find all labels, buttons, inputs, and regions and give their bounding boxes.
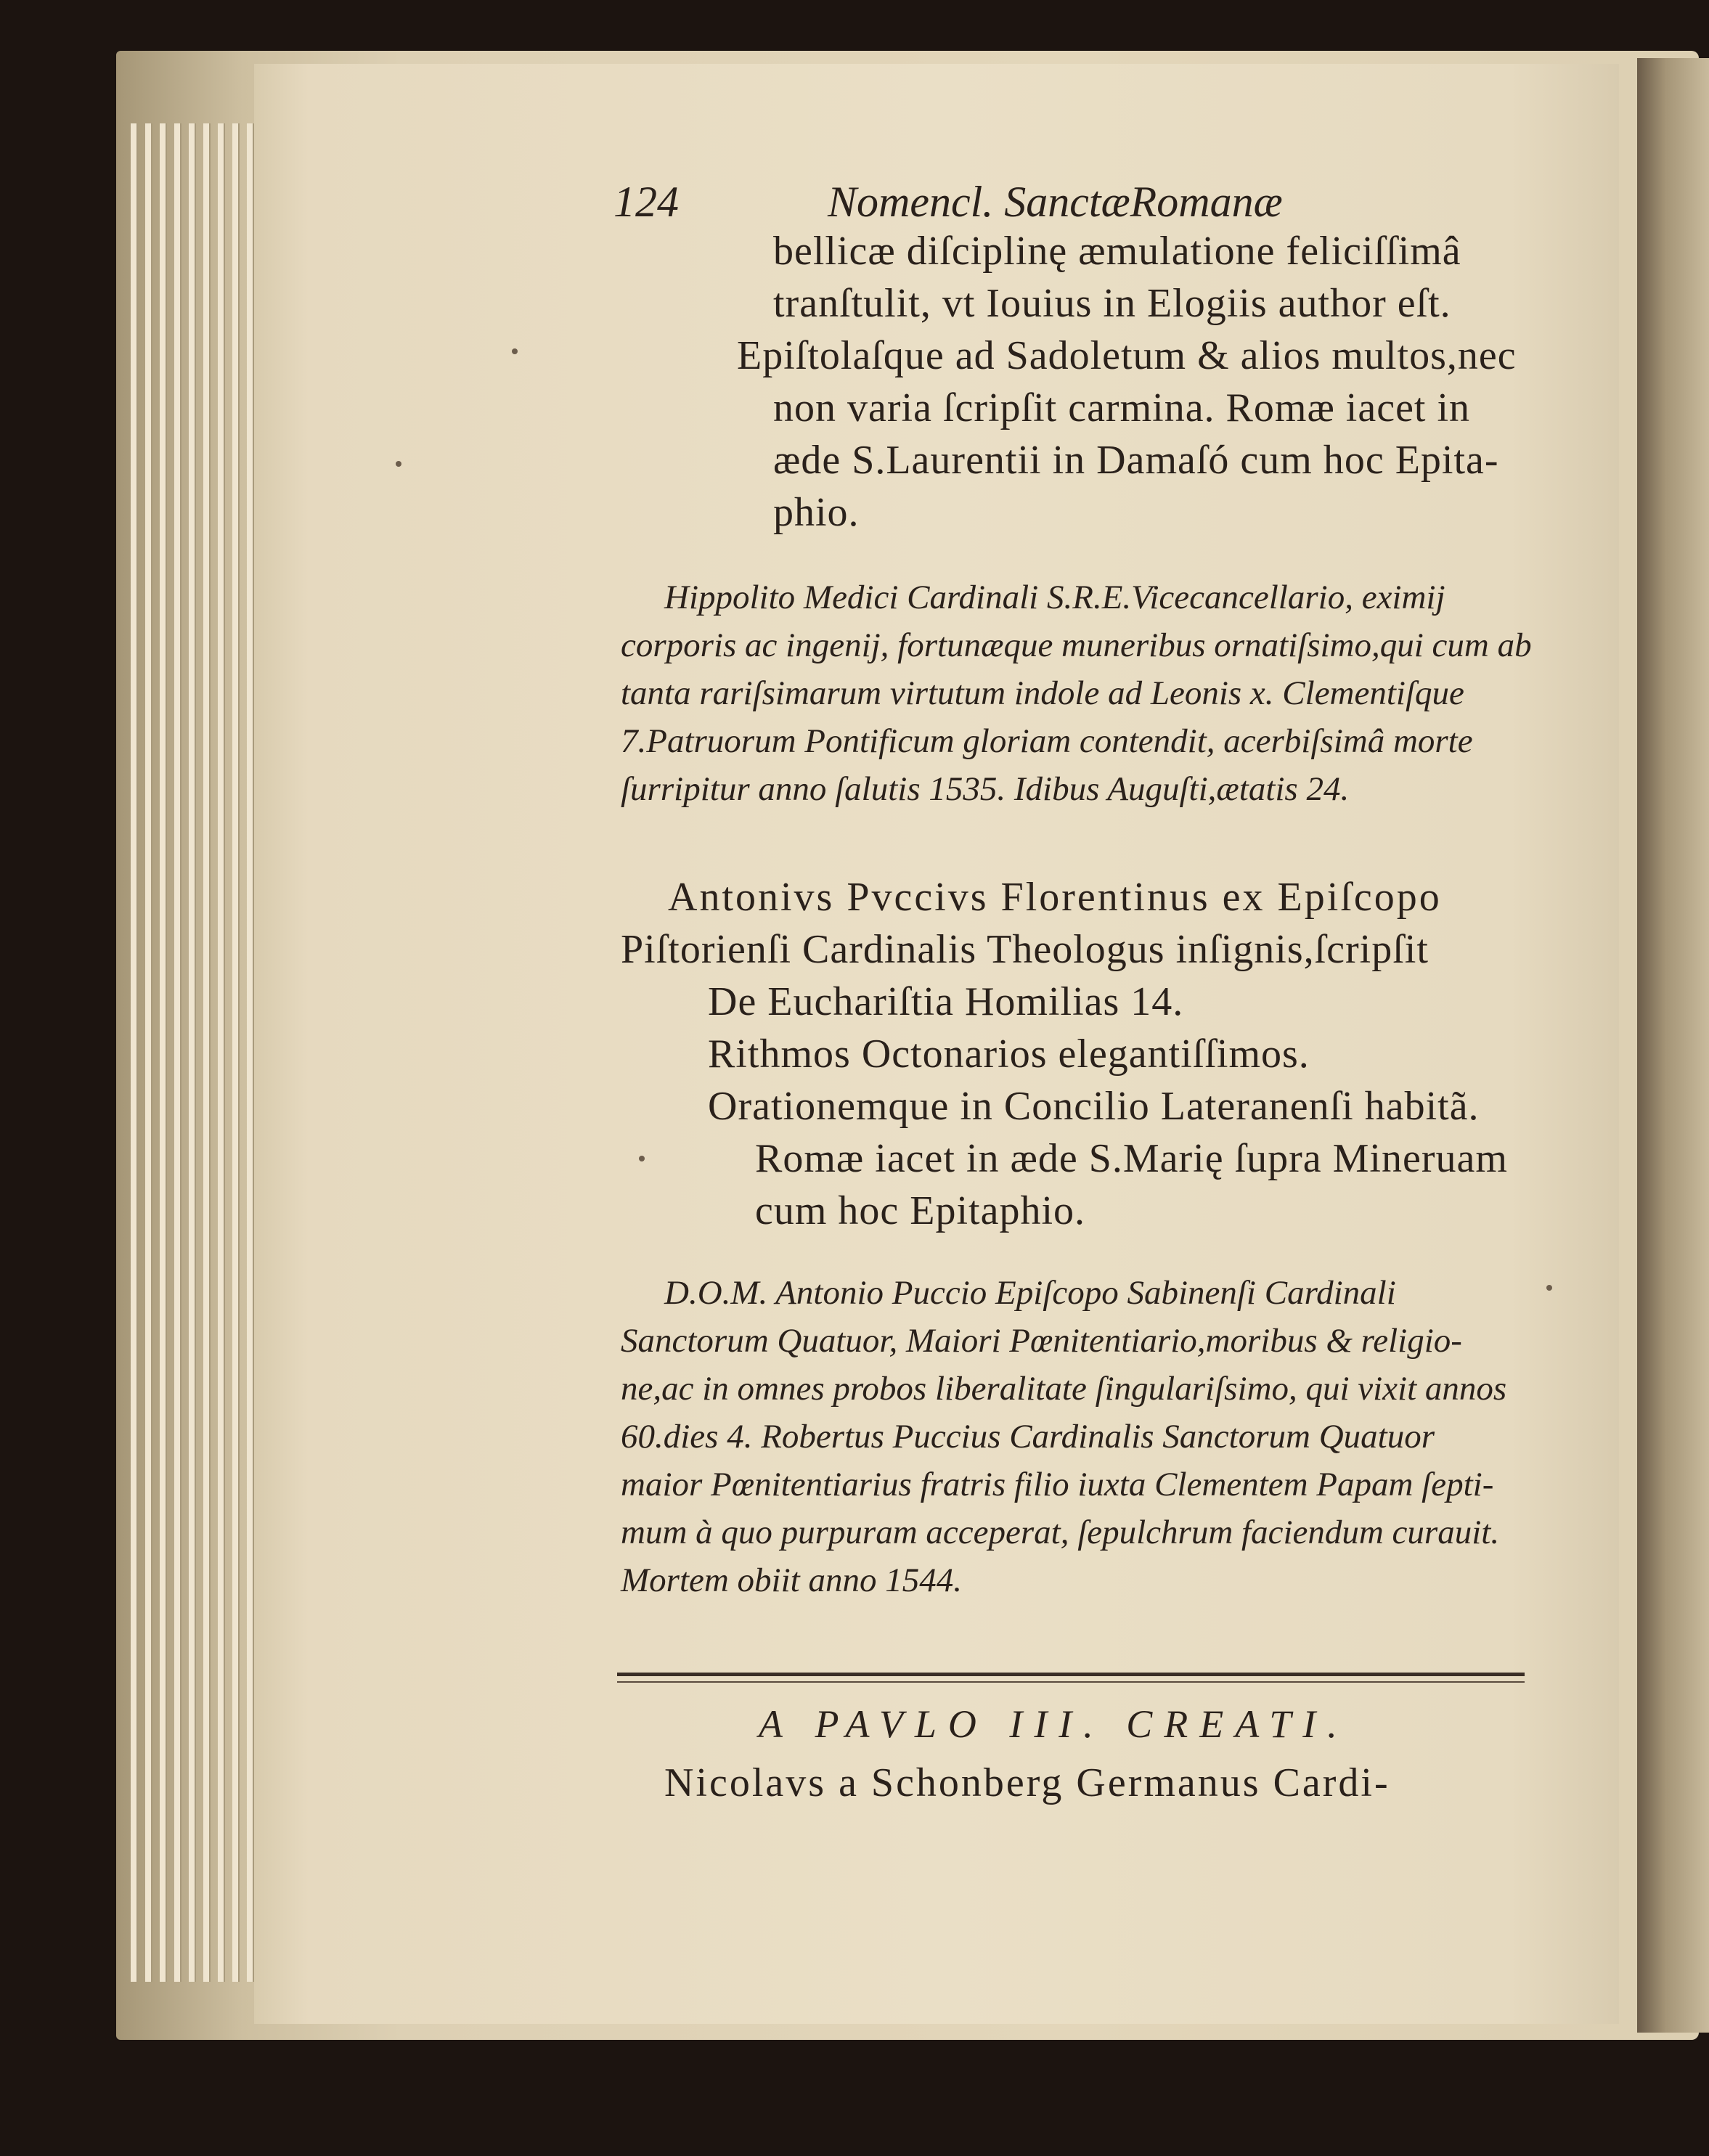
epitaph-line: maior Pœnitentiarius fratris filio iuxta Clementem Papam ſepti- (621, 1466, 1494, 1503)
text-line: De Euchariſtia Homilias 14. (708, 979, 1184, 1024)
epitaph-line: Hippolito Medici Cardinali S.R.E.Vicecancellario, eximij (664, 579, 1445, 616)
epitaph-line: Sanctorum Quatuor, Maiori Pœnitentiario,moribus & religio- (621, 1322, 1462, 1360)
text-line: æde S.Laurentii in Damaſó cum hoc Epita- (773, 438, 1499, 483)
text-line: phio. (773, 490, 860, 535)
ink-speck (639, 1156, 645, 1161)
section-rule (617, 1673, 1525, 1676)
epitaph-line: 60.dies 4. Robertus Puccius Cardinalis Sanctorum Quatuor (621, 1418, 1435, 1455)
epitaph-line: ſurripitur anno ſalutis 1535. Idibus Auguſti,ætatis 24. (621, 770, 1350, 808)
text-line: Romæ iacet in æde S.Marię ſupra Mineruam (755, 1136, 1508, 1181)
section-heading: A PAVLO III. CREATI. (759, 1702, 1349, 1746)
text-line: non varia ſcripſit carmina. Romæ iacet in (773, 385, 1471, 430)
text-line: Epiſtolaſque ad Sadoletum & alios multos,nec (737, 333, 1517, 378)
text-line: tranſtulit, vt Iouius in Elogiis author eſt. (773, 281, 1451, 326)
epitaph-line: corporis ac ingenij, fortunæque muneribus ornatiſsimo,qui cum ab (621, 626, 1532, 664)
text-line: cum hoc Epitaphio. (755, 1188, 1086, 1233)
text-line: Nicolavs a Schonberg Germanus Cardi- (664, 1760, 1390, 1805)
epitaph-line: tanta rariſsimarum virtutum indole ad Leonis x. Clementiſque (621, 674, 1464, 712)
ink-speck (512, 348, 518, 354)
text-line: Piſtorienſi Cardinalis Theologus inſignis,ſcripſit (621, 927, 1429, 972)
epitaph-line: D.O.M. Antonio Puccio Epiſcopo Sabinenſi Cardinali (664, 1274, 1396, 1312)
text-line: bellicæ diſciplinę æmulatione feliciſſimâ (773, 229, 1461, 274)
section-rule (617, 1681, 1525, 1683)
ink-speck (396, 461, 401, 467)
page-number: 124 (613, 178, 679, 226)
text-line: Antonivs Pvccivs Florentinus ex Epiſcopo (668, 875, 1442, 920)
text-line: Rithmos Octonarios elegantiſſimos. (708, 1032, 1310, 1077)
ink-speck (1546, 1285, 1552, 1291)
epitaph-line: Mortem obiit anno 1544. (621, 1561, 962, 1599)
epitaph-line: ne,ac in omnes probos liberalitate ſingulariſsimo, qui vixit annos (621, 1370, 1507, 1408)
epitaph-line: mum à quo purpuram acceperat, ſepulchrum faciendum curauit. (621, 1514, 1500, 1551)
epitaph-line: 7.Patruorum Pontificum gloriam contendit, acerbiſsimâ morte (621, 722, 1473, 760)
running-title: Nomencl. SanctæRomanæ (828, 178, 1283, 226)
text-line: Orationemque in Concilio Lateranenſi habitã. (708, 1084, 1480, 1129)
